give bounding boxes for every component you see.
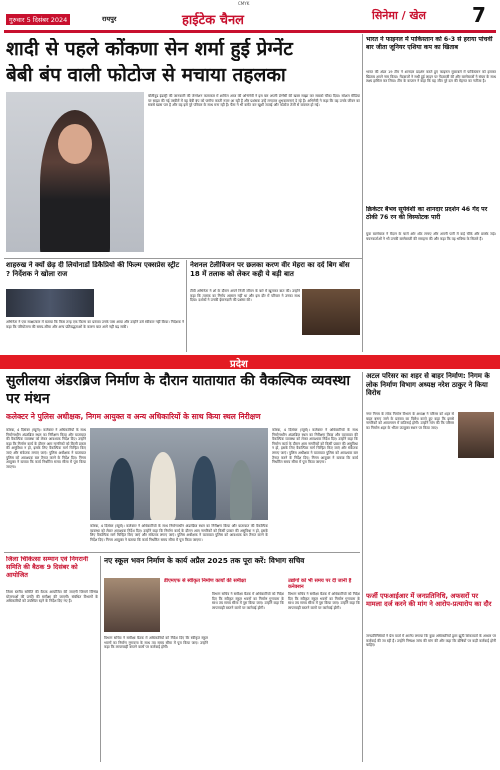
bottom-mid-body-3: विभाग सचिव ने समीक्षा बैठक में अधिकारियों को निर्देश दिए कि स्वीकृत स्कूल भवनों का निर्माण गुणवत्ता के साथ तय समय सीमा में पूरा किया जाए। उन्होंने कहा कि लापरवाही बरतने वालों पर कार्रवाई होगी। — [288, 592, 360, 610]
pradesh-story-col3: कोरबा, 4 दिसंबर (ब्यूरो)। कलेक्टर ने अधिकारियों के साथ निर्माणाधीन अंडरब्रिज स्थल का निरीक्षण किया और यातायात की वैकल्पिक व्यवस्था को लेकर आवश्यक निर्देश दिए। उन्होंने कहा कि निर्माण कार्य के दौरान आम नागरिकों को किसी प्रकार की असुविधा न हो, इसके लिए वैकल्पिक मार्ग चिन्हित किए जाएं और संकेतक लगाए जाएं। पुलिस अधीक्षक ने यातायात पुलिस को आवश्यक बल तैनात करने के निर्देश दिए। निगम आयुक्त ने बताया कि कार्य निर्धारित समय सीमा में पूरा किया जाएगा। — [90, 524, 268, 542]
film2-story-body: टीवी अभिनेता ने शो के दौरान अपने निजी जीवन के बारे में खुलकर बात की। उन्होंने कहा कि तलाक का निर्णय आसान नहीं था और इस दौर में परिवार ने उनका साथ दिया। दर्शकों ने उनकी ईमानदारी की प्रशंसा की। — [190, 289, 300, 303]
lead-headline-line1: शादी से पहले कोंकणा सेन शर्मा हुई प्रेग्नेंट — [6, 38, 293, 60]
bottom-mid-body-1: विभाग सचिव ने समीक्षा बैठक में अधिकारियों को निर्देश दिए कि स्वीकृत स्कूल भवनों का निर्माण गुणवत्ता के साथ तय समय सीमा में पूरा किया जाए। उन्होंने कहा कि लापरवाही बरतने वालों पर कार्रवाई होगी। — [104, 636, 208, 650]
officer-figure-1 — [110, 458, 134, 520]
col-head-1: डीएमएफ से स्वीकृत निर्माण कार्यों की समीक्षा — [164, 578, 246, 584]
section-label: सिनेमा / खेल — [372, 9, 426, 22]
film-divider — [186, 260, 187, 352]
pradesh-banner — [0, 355, 500, 369]
bottom-divider-2 — [362, 590, 363, 762]
pradesh-sub-headline: कलेक्टर ने पुलिस अधीक्षक, निगम आयुक्त व अन्य अधिकारियों के साथ किया स्थल निरीक्षण — [6, 412, 261, 421]
officer-figure-3 — [192, 456, 216, 520]
film1-story-body: अभिनेता ने एक साक्षात्कार में बताया कि किस तरह एक फिल्म का प्रस्ताव उनके पास आया और उन्होंने उसे स्वीकार नहीं किया। निर्देशक ने कहा कि परियोजना की समय-सीमा और अन्य प्रतिबद्धताओं के कारण बात आगे नहीं बढ़ सकी। — [6, 320, 184, 329]
cmyk-tag: CMYK — [238, 1, 250, 6]
right-story-photo — [458, 412, 494, 458]
masthead-rule — [4, 30, 496, 33]
bottom-right-body: जनप्रतिनिधियों ने प्रेस वार्ता में आरोप लगाया कि कुछ अधिकारियों द्वारा झूठी शिकायतों के आधार पर कार्रवाई की जा रही है। उन्होंने निष्पक्ष जांच की मांग की और कहा कि दोषियों पर कड़ी कार्रवाई होनी चाहिए। — [366, 634, 496, 648]
page-date: गुरुवार 5 दिसंबर 2024 — [6, 14, 70, 25]
film2-headline: नेशनल टेलीविजन पर छलका करण वीर मेहरा का दर्द बिग बॉस 18 में तलाक को लेकर कही ये बड़ी बात — [190, 261, 350, 278]
bottom-rule — [4, 552, 360, 553]
bottom-mid-body-2: विभाग सचिव ने समीक्षा बैठक में अधिकारियों को निर्देश दिए कि स्वीकृत स्कूल भवनों का निर्माण गुणवत्ता के साथ तय समय सीमा में पूरा किया जाए। उन्होंने कहा कि लापरवाही बरतने वालों पर कार्रवाई होगी। — [212, 592, 284, 610]
masthead — [0, 0, 500, 34]
vaibhav-story-body: युवा बल्लेबाज ने मैदान के चारों ओर शॉट लगाए और अपनी पारी में कई चौके और छक्के जड़े। चयनकर्ताओं ने भी उनकी बल्लेबाजी की सराहना की और कहा कि वह भविष्य के सितारे हैं। — [366, 232, 496, 241]
face — [58, 124, 92, 164]
right-story-headline: अटल परिसर का शहर से बाहर निर्माण: निगम के लोक निर्माण विभाग अध्यक्ष नरेश ठाकुर ने किया विरोध — [366, 372, 490, 398]
officer-figure-4 — [230, 460, 252, 520]
bottom-left-headline: जिला चिकित्सा सम्मान एवं निगरानी समिति की बैठक 9 दिसंबर को आयोजित — [6, 556, 88, 579]
cricket-headline: भारत ने फाइनल में पाकिस्तान को 6-3 से हराया पांचवीं बार जीता जूनियर एशिया कप का खिताब — [366, 36, 493, 51]
lead-story-body: बॉलीवुड इंडस्ट्री की जानकारी की जेनरेशन कलाकार में शामिल आज की अभिनेत्री ने इस बार अपनी प्रेग्नेंसी की खबर साझा कर सबको चौंका दिया। सोशल मीडिया पर साझा की गई तस्वीरों में वह बेबी बंप को फ्लॉन्ट करती नजर आ रही हैं और प्रशंसक उन्हें लगातार शुभकामनाएं दे रहे हैं। अभिनेत्री ने कहा कि यह उनके जीवन का सबसे खास पल है और वह इसे पूरे परिवार के साथ मना रही हैं। फैंस ने भी कमेंट कर खुशी जताई और फोटोज तेजी से वायरल हो गईं। — [148, 94, 360, 108]
film1-photo — [6, 289, 94, 317]
vaibhav-headline: क्रिकेटर बैभव सूर्यवंशी का शानदार प्रदर्शन 46 गेंद पर ठोकी 76 रन की विस्फोटक पारी — [366, 206, 488, 221]
film1-headline: शाहरुख ने क्यों छेड़ दी लियोनार्डो डिकैप्रियो की फिल्म एक्सप्रेस स्ट्रीट ? निर्देशक ने खोला राज — [6, 261, 180, 278]
cricket-story-body: भारत की अंडर 19 टीम ने शानदार प्रदर्शन करते हुए फाइनल मुकाबले में पाकिस्तान को हराकर खिताब अपने नाम किया। गेंदबाजों ने सधी हुई लाइन पर गेंदबाजी की और बल्लेबाजों ने संयम के साथ लक्ष्य हासिल कर लिया। टीम के कप्तान ने कहा कि यह जीत पूरे दल की मेहनत का नतीजा है। — [366, 70, 496, 84]
pradesh-headline: सुलीलया अंडरब्रिज निर्माण के दौरान यातायात की वैकल्पिक व्यवस्था पर मंथन — [6, 373, 350, 407]
right-story-body: नगर निगम के लोक निर्माण विभाग के अध्यक्ष ने परिसर को शहर से बाहर बनाए जाने के प्रस्ताव का विरोध करते हुए कहा कि इससे नागरिकों को आवागमन में कठिनाई होगी। उन्होंने मांग की कि परिसर का निर्माण शहर के भीतर उपयुक्त स्थान पर किया जाए। — [366, 412, 454, 430]
right-col-divider — [362, 372, 363, 590]
lead-photo — [6, 92, 144, 252]
officer-figure-2 — [150, 452, 176, 520]
col-head-2: उद्योगों को भी समय पर दी जानी है कनेक्शन — [288, 578, 352, 590]
film2-photo — [302, 289, 360, 335]
pradesh-photo — [90, 428, 268, 520]
page-number: 7 — [472, 3, 486, 27]
col-divider — [362, 34, 363, 352]
lead-headline-line2: बेबी बंप वाली फोटोज से मचाया तहलका — [6, 64, 286, 86]
bottom-right-headline: फर्जी एफआईआर में जनप्रतिनिधि, अफसरों पर मामला दर्ज करने की मांग ने आरोप-प्रत्यारोप का दौर — [366, 592, 492, 608]
bottom-mid-photo — [104, 578, 160, 632]
bottom-mid-headline: नए स्कूल भवन निर्माण के कार्य अप्रैल 2025 तक पूरा करें: विभाग सचिव — [104, 556, 305, 565]
masthead-logo: हाईटेक चैनल — [182, 13, 244, 28]
bottom-divider-1 — [100, 556, 101, 762]
bottom-left-body: जिला स्तरीय समिति की बैठक आयोजित की जाएगी जिसमें विभिन्न योजनाओं की प्रगति की समीक्षा की जाएगी। संबंधित विभागों के अधिकारियों को उपस्थित रहने के निर्देश दिए गए हैं। — [6, 590, 98, 604]
page-city: रायपुर — [102, 15, 117, 23]
row-rule — [4, 258, 362, 259]
pradesh-story-col2: कोरबा, 4 दिसंबर (ब्यूरो)। कलेक्टर ने अधिकारियों के साथ निर्माणाधीन अंडरब्रिज स्थल का निरीक्षण किया और यातायात की वैकल्पिक व्यवस्था को लेकर आवश्यक निर्देश दिए। उन्होंने कहा कि निर्माण कार्य के दौरान आम नागरिकों को किसी प्रकार की असुविधा न हो, इसके लिए वैकल्पिक मार्ग चिन्हित किए जाएं और संकेतक लगाए जाएं। पुलिस अधीक्षक ने यातायात पुलिस को आवश्यक बल तैनात करने के निर्देश दिए। निगम आयुक्त ने बताया कि कार्य निर्धारित समय सीमा में पूरा किया जाएगा। — [272, 428, 358, 465]
pradesh-banner-label: प्रदेश — [230, 359, 248, 370]
pradesh-story-col1: कोरबा, 4 दिसंबर (ब्यूरो)। कलेक्टर ने अधिकारियों के साथ निर्माणाधीन अंडरब्रिज स्थल का निरीक्षण किया और यातायात की वैकल्पिक व्यवस्था को लेकर आवश्यक निर्देश दिए। उन्होंने कहा कि निर्माण कार्य के दौरान आम नागरिकों को किसी प्रकार की असुविधा न हो, इसके लिए वैकल्पिक मार्ग चिन्हित किए जाएं और संकेतक लगाए जाएं। पुलिस अधीक्षक ने यातायात पुलिस को आवश्यक बल तैनात करने के निर्देश दिए। निगम आयुक्त ने बताया कि कार्य निर्धारित समय सीमा में पूरा किया जाएगा। — [6, 428, 86, 469]
